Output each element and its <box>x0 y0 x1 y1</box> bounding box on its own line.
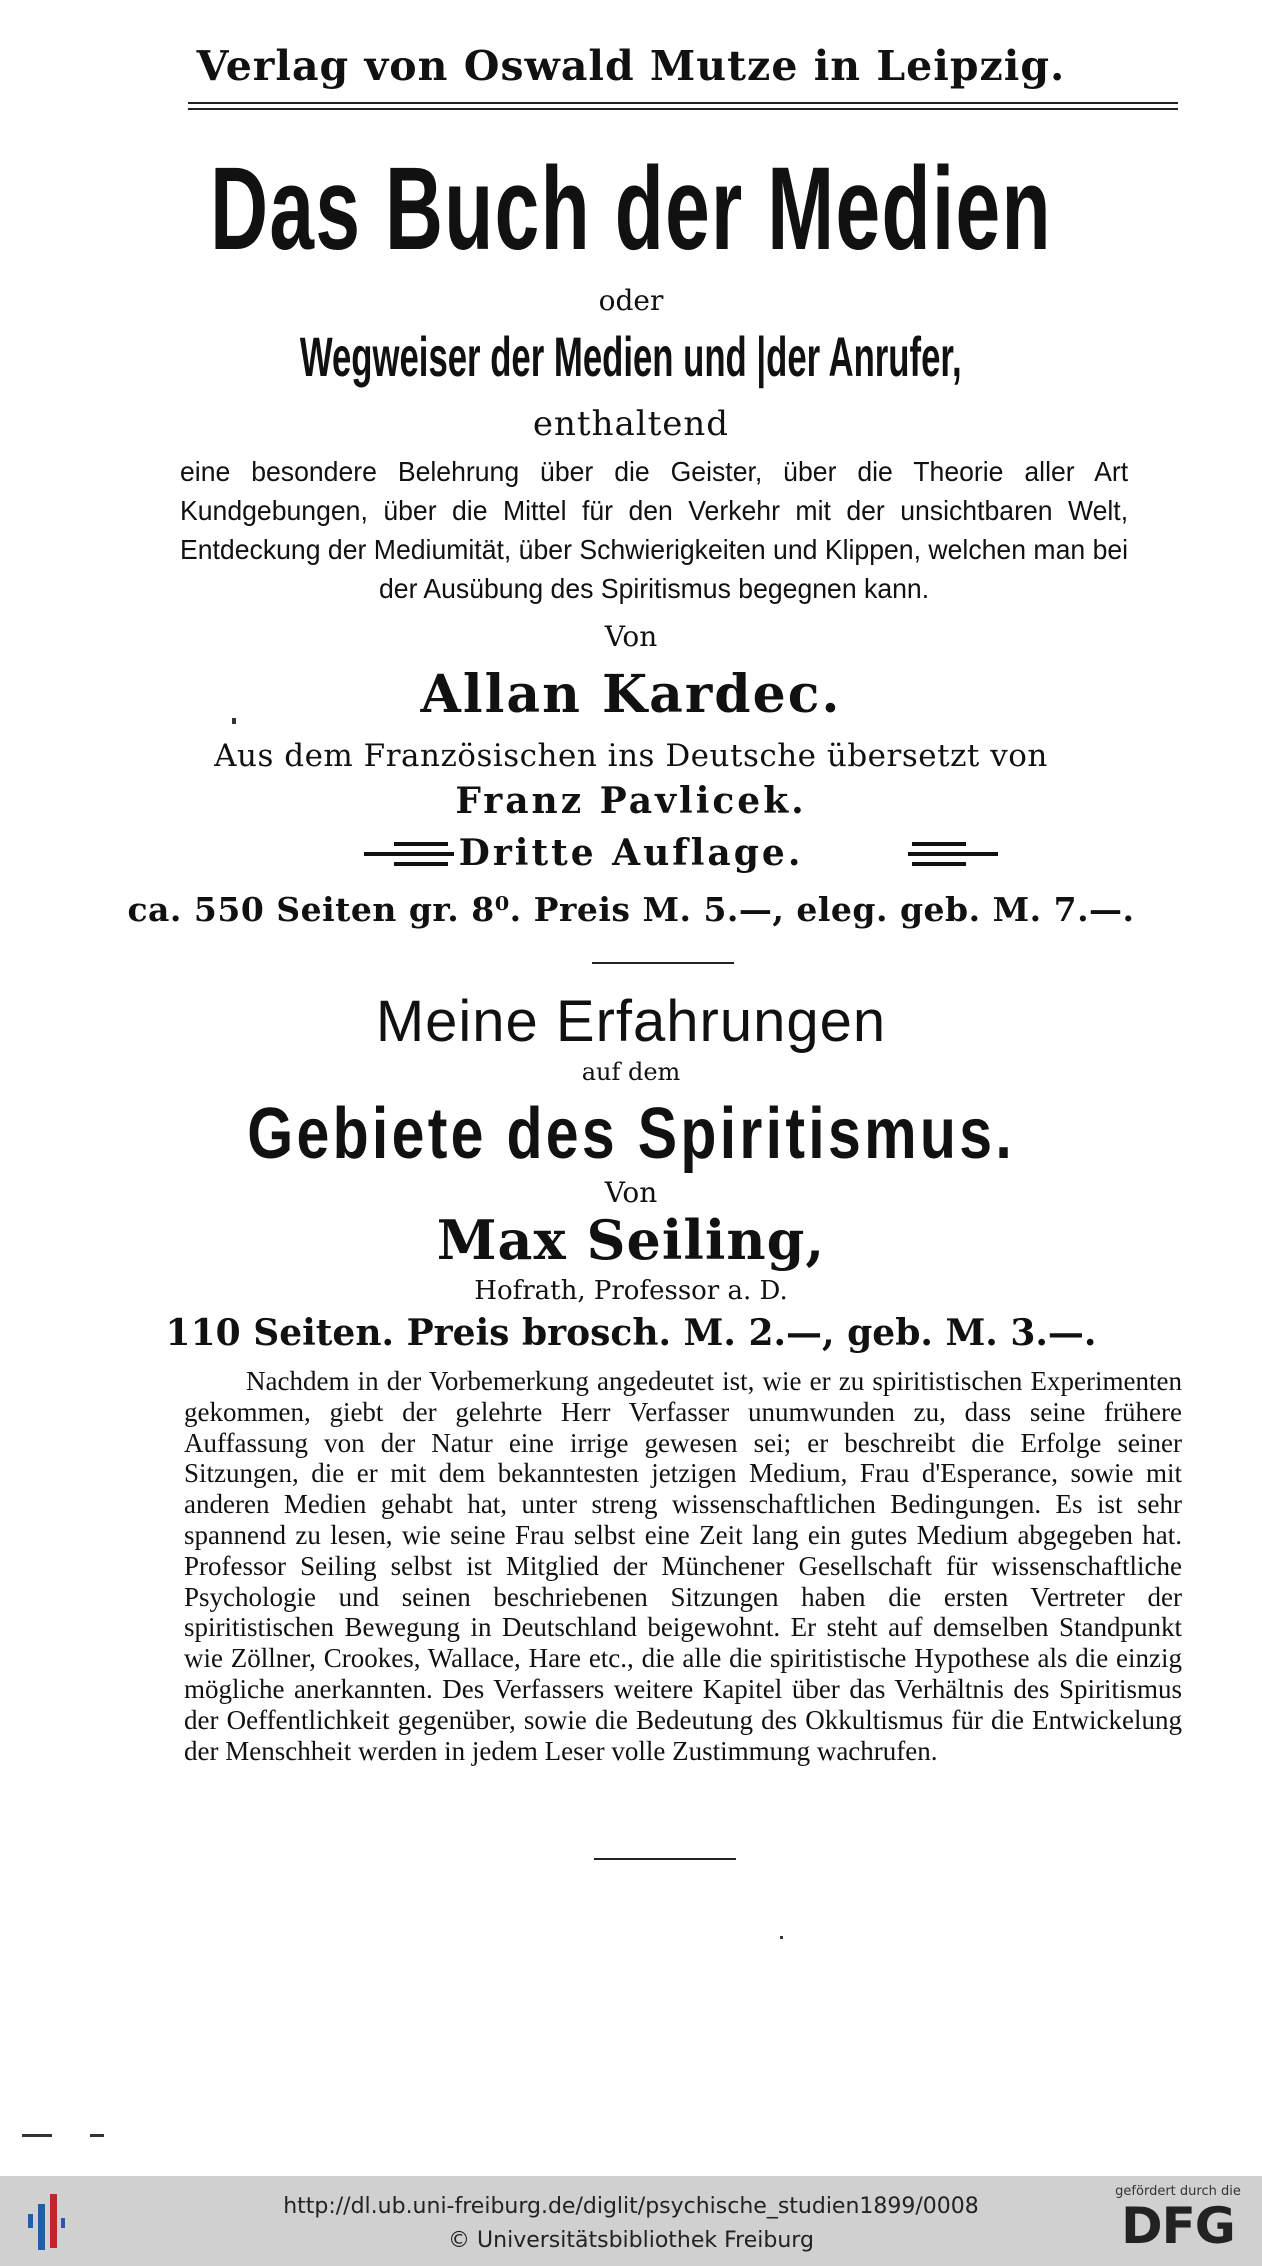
book1-description: eine besondere Belehrung über die Geister, über die Theorie aller Art Kundgebungen, über die Mittel für den Verkehr mit der unsichtbaren Welt, Entdeckung der Mediumität, über Schwierigkeiten und Klippen, welchen man bei der Ausübung des Spiritismus begegnen kann. <box>180 456 1129 604</box>
funding-note: gefördert durch die <box>1115 2184 1241 2199</box>
dfg-logo-icon <box>1108 2184 1248 2260</box>
edition-ornament-right <box>912 842 966 846</box>
book1-translator: Franz Pavlicek. <box>455 780 807 822</box>
scan-speck <box>22 2134 52 2137</box>
book2-review: Nachdem in der Vorbemerkung angedeutet ist, wie er zu spiritistischen Experimenten gekommen, giebt der gelehrte Herr Verfasser unumwunden zu, dass seine frühere Auffassung von der Natur eine irrige gewesen sei; er beschreibt die Erfolge seiner Sitzungen, die er mit dem bekanntesten jetzigen Medium, Frau d'Esperance, sowie mit anderen Medien gehabt hat, unter streng wissenschaftlichen Bedingungen. Es ist sehr spannend zu lesen, wie seine Frau selbst eine Zeit lang ein gutes Medium abgegeben hat. Professor Seiling selbst ist Mitglied der Münchener Gesellschaft für wissenschaftliche Psychologie und seinen beschriebenen Sitzungen haben die ersten Vertreter der spiritistischen Bewegung in Deutschland beigewohnt. Er steht auf demselben Standpunkt wie Zöllner, Crookes, Wallace, Hare etc., die alle die spiritistische Hypothese als die einzig mögliche anerkannten. Des Verfassers weitere Kapitel über das Verhältnis des Spiritismus der Oeffentlichkeit gegenüber, sowie die Bedeutung des Okkultismus für die Entwickelung der Menschheit werden in jedem Leser volle Zustimmung wachrufen. <box>184 1366 1182 1766</box>
book1-author: Allan Kardec. <box>420 664 842 725</box>
copyright-text: © Universitätsbibliothek Freiburg <box>448 2228 814 2253</box>
book1-translation-note: Aus dem Französischen ins Deutsche übersetzt von <box>214 738 1048 774</box>
section-divider <box>592 962 734 964</box>
scan-speck <box>90 2134 104 2137</box>
book2-title-line2: Gebiete des Spiritismus. <box>247 1094 1015 1174</box>
book2-von: Von <box>604 1176 658 1209</box>
book2-price: 110 Seiten. Preis brosch. M. 2.—, geb. M. 3.—. <box>165 1312 1097 1354</box>
scan-speck <box>780 1936 783 1939</box>
edition-ornament-right <box>908 852 998 856</box>
book1-title: Das Buch der Medien <box>210 143 1052 275</box>
book1-edition: Dritte Auflage. <box>458 832 804 874</box>
document-url-link[interactable]: http://dl.ub.uni-freiburg.de/diglit/psychische_studien1899/0008 <box>283 2194 979 2219</box>
header-rule <box>188 108 1178 110</box>
book1-von: Von <box>604 620 658 653</box>
end-divider <box>594 1858 736 1860</box>
book2-title-line1: Meine Erfahrungen <box>375 989 887 1054</box>
scan-speck <box>232 718 236 724</box>
dfg-logo-text: DFG <box>1121 2197 1235 2255</box>
book1-subtitle: Wegweiser der Medien und |der Anrufer, <box>300 325 962 388</box>
book2-author-title: Hofrath, Professor a. D. <box>474 1276 788 1306</box>
header-rule <box>188 102 1178 104</box>
book1-oder: oder <box>598 284 664 317</box>
book1-enthaltend: enthaltend <box>532 404 730 444</box>
book1-price: ca. 550 Seiten gr. 8⁰. Preis M. 5.—, eleg. geb. M. 7.—. <box>127 890 1135 929</box>
book1-edition-row <box>0 832 1262 882</box>
book2-author: Max Seiling, <box>436 1208 826 1272</box>
viewer-footer <box>0 2176 1262 2266</box>
publisher-line: Verlag von Oswald Mutze in Leipzig. <box>196 42 1066 90</box>
book2-auf-dem: auf dem <box>581 1058 681 1086</box>
edition-ornament-right <box>912 862 966 866</box>
